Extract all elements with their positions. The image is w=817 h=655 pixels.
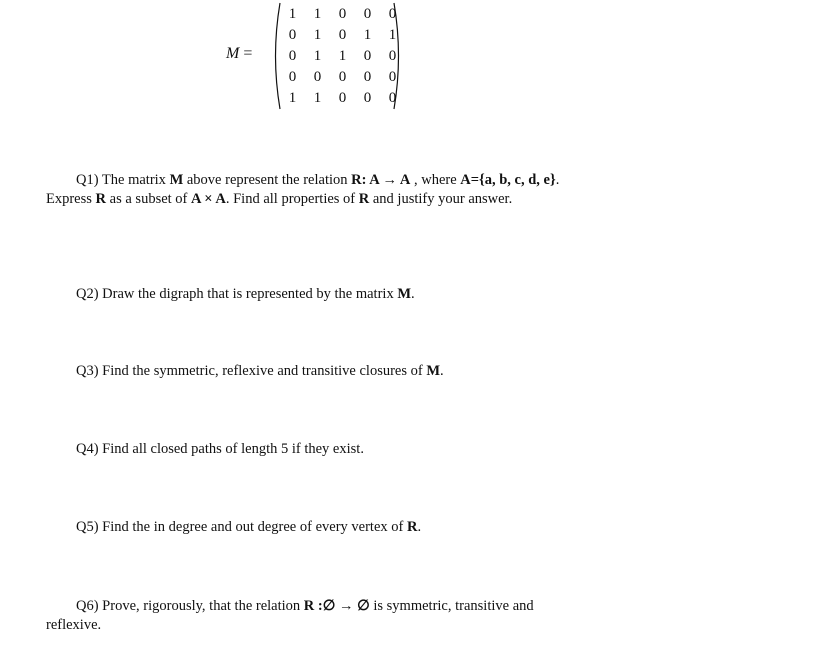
matrix-cell: 1 (363, 27, 372, 43)
matrix-cell: 1 (338, 48, 347, 64)
matrix-cell: 0 (338, 6, 347, 22)
question-3: Q3) Find the symmetric, reflexive and transitive closures of M. (76, 363, 444, 379)
matrix-cell: 0 (388, 69, 397, 85)
matrix-grid (280, 4, 405, 109)
matrix-cell: 1 (313, 48, 322, 64)
matrix-cell: 1 (288, 90, 297, 106)
matrix-cell: 0 (363, 69, 372, 85)
matrix-display (226, 2, 416, 110)
matrix-cell: 0 (338, 27, 347, 43)
matrix-cell: 0 (363, 6, 372, 22)
matrix-cell: 0 (363, 48, 372, 64)
matrix-cell: 0 (338, 90, 347, 106)
question-6: Q6) Prove, rigorously, that the relation R :∅ → ∅ is symmetric, transitive and reflexive. (46, 598, 534, 633)
matrix-cell: 0 (288, 27, 297, 43)
matrix-cell: 0 (388, 48, 397, 64)
matrix-cell: 1 (288, 6, 297, 22)
matrix-cell: 1 (313, 90, 322, 106)
matrix-cell: 1 (313, 27, 322, 43)
question-5: Q5) Find the in degree and out degree of every vertex of R. (76, 519, 422, 535)
matrix-cell: 0 (288, 48, 297, 64)
right-parenthesis (392, 2, 404, 110)
matrix-cell: 0 (288, 69, 297, 85)
question-1: Q1) The matrix M above represent the relation R: A → A , where A={a, b, c, d, e}. Express R as a subset of A × A. Find all properties of R and justify your answer. (46, 172, 560, 207)
question-4: Q4) Find all closed paths of length 5 if they exist. (76, 441, 364, 457)
matrix-cell: 0 (313, 69, 322, 85)
question-2: Q2) Draw the digraph that is represented by the matrix M. (76, 286, 415, 302)
matrix-cell: 1 (313, 6, 322, 22)
matrix-equals: = (243, 45, 253, 62)
matrix-cell: 0 (388, 6, 397, 22)
matrix-cell: 1 (388, 27, 397, 43)
matrix-name: M (226, 45, 240, 62)
matrix-cell: 0 (388, 90, 397, 106)
matrix-cell: 0 (363, 90, 372, 106)
matrix-label (226, 45, 252, 63)
matrix-cell: 0 (338, 69, 347, 85)
